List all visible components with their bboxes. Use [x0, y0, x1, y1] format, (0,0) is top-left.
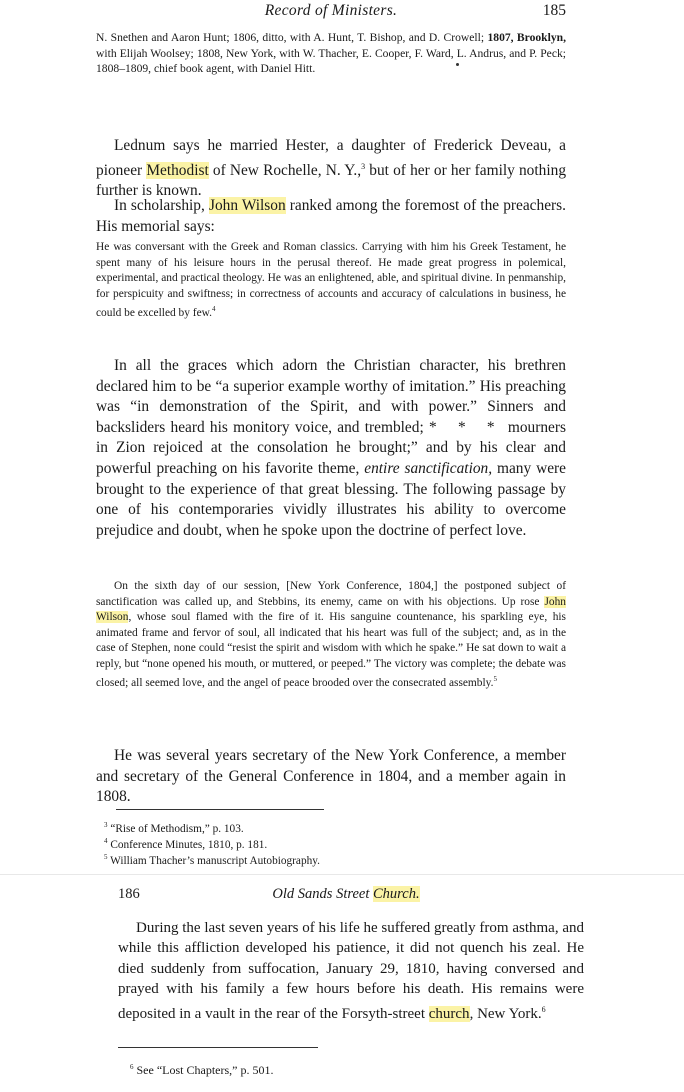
footnote-text: William Thacher’s manuscript Autobiography.	[110, 854, 320, 867]
paragraph-graces	[96, 356, 566, 541]
footnote-mark: 6	[130, 1063, 134, 1071]
highlight-church: church	[428, 1005, 470, 1022]
memorial-quote	[96, 240, 566, 321]
running-header	[96, 2, 566, 24]
scholarship-text-a: In scholarship,	[114, 197, 209, 214]
footnote-ref-6: 6	[541, 1004, 546, 1014]
record-text-bold: 1807, Brooklyn,	[487, 31, 566, 44]
graces-text-a: In all the graces which adorn the Christian character, his brethren declared him to be “a superior example worthy of imitation.” His preaching was “in demonstration of the Spirit, and with power.” Sinners and backsliders heard his monitory voice, and trembled;	[96, 357, 566, 436]
footnote-5	[104, 850, 320, 869]
stray-dot	[456, 63, 459, 66]
record-text-a: N. Snethen and Aaron Hunt; 1806, ditto, with A. Hunt, T. Bishop, and D. Crowell;	[96, 31, 488, 44]
conference-quote-text-a: On the sixth day of our session, [New York Conference, 1804,] the postponed subject of sanctification was called up, and Stebbins, its enemy, came on with his objections. Up rose	[96, 580, 566, 608]
conference-quote-text-b: , whose soul flamed with the fire of it. His sanguine countenance, his sparkling eye, his animated frame and fervor of soul, all indicated that his heart was full of the subject; and, as in the case of Stephen, none could “resist the spirit and wisdom with which he spake.” He sat down to wait a reply, but “none opened his mouth, or muttered, or peeped.” The victory was complete; the debate was closed; all seemed love, and the angel of peace brooded over the consecrated assembly.	[96, 611, 566, 689]
final-years-text-b: , New York.	[469, 1005, 542, 1022]
footnote-ref-3: 3	[361, 161, 366, 171]
paragraph-lednum	[96, 136, 566, 202]
footnote-rule-186	[118, 1047, 318, 1048]
scholarship-text-b: ranked among the foremost of the preachers. His memorial says:	[96, 197, 566, 235]
footnote-mark: 5	[104, 853, 108, 861]
paragraph-final-years	[118, 918, 584, 1024]
record-text-c: with Elijah Woolsey; 1808, New York, with W. Thacher, E. Cooper, F. Ward, L. Andrus, and P. Peck; 1808–1809, chief book agent, with Daniel Hitt.	[96, 46, 566, 76]
footnote-ref-5: 5	[493, 675, 497, 683]
graces-text-b: mourners in Zion rejoiced at the consolation he brought;” and by his clear and powerful preaching on his favorite theme,	[96, 418, 566, 477]
graces-text-c: many were brought to the experience of that great blessing. The following passage by one of his contemporaries vividly illustrates his ability to overcome prejudice and doubt, when he spoke upon the doctrine of perfect love.	[96, 459, 566, 539]
highlight-methodist: Methodist	[146, 161, 209, 179]
footnote-text: See “Lost Chapters,” p. 501.	[136, 1063, 274, 1077]
running-title-186	[118, 886, 574, 903]
lednum-text-b: of New Rochelle, N. Y.,	[208, 161, 362, 179]
footnote-mark: 4	[104, 837, 108, 845]
footnote-6	[130, 1060, 273, 1078]
memorial-quote-text: He was conversant with the Greek and Roman classics. Carrying with him his Greek Testament, he spent many of his leisure hours in the perusal thereof. He made great progress in polemical, experimental, and practical theology. He was an enlightened, able, and spiritual divine. In penmanship, for perspicuity and swiftness; in correctness of accounts and accuracy of calculations in business, he could be excelled by few.	[96, 241, 566, 319]
conference-quote	[96, 579, 566, 691]
paragraph-scholarship	[96, 196, 566, 237]
final-years-text-a: During the last seven years of his life he suffered greatly from asthma, and while this affliction developed his patience, it did not quench his zeal. He died suddenly from suffocation, January 29, 1810, having conversed and prayed with his family a few hours before his death. His remains were deposited in a vault in the rear of the Forsyth-street	[118, 920, 584, 1022]
page-number: 185	[542, 2, 566, 19]
footnote-rule	[116, 809, 324, 810]
ellipsis-stars: * * *	[429, 418, 503, 436]
footnote-ref-4: 4	[211, 305, 216, 313]
lednum-text-c: but of her or her family nothing further is known.	[96, 161, 567, 200]
paragraph-secretary	[96, 746, 566, 808]
page-divider	[0, 874, 684, 875]
footnote-text: Conference Minutes, 1810, p. 181.	[110, 838, 268, 851]
running-title: Record of Ministers.	[264, 2, 398, 19]
highlight-john-wilson: John Wilson	[208, 197, 286, 214]
graces-emphasis: entire sanctification,	[364, 459, 493, 477]
running-header-186	[118, 886, 574, 906]
record-paragraph	[96, 30, 566, 77]
footnote-mark: 3	[104, 821, 108, 829]
lednum-text-a: Lednum says he married Hester, a daughter of Frederick Deveau, a pioneer	[96, 137, 566, 179]
highlight-church-title: Church.	[372, 886, 420, 902]
secretary-text: He was several years secretary of the New York Conference, a member and secretary of the General Conference in 1804, and a member again in 1808.	[96, 747, 566, 806]
footnote-text: “Rise of Methodism,” p. 103.	[110, 822, 244, 835]
running-title-text: Old Sands Street	[272, 886, 373, 902]
highlight-john-wilson-2: John Wilson	[96, 595, 566, 623]
page-number-186: 186	[118, 886, 140, 902]
